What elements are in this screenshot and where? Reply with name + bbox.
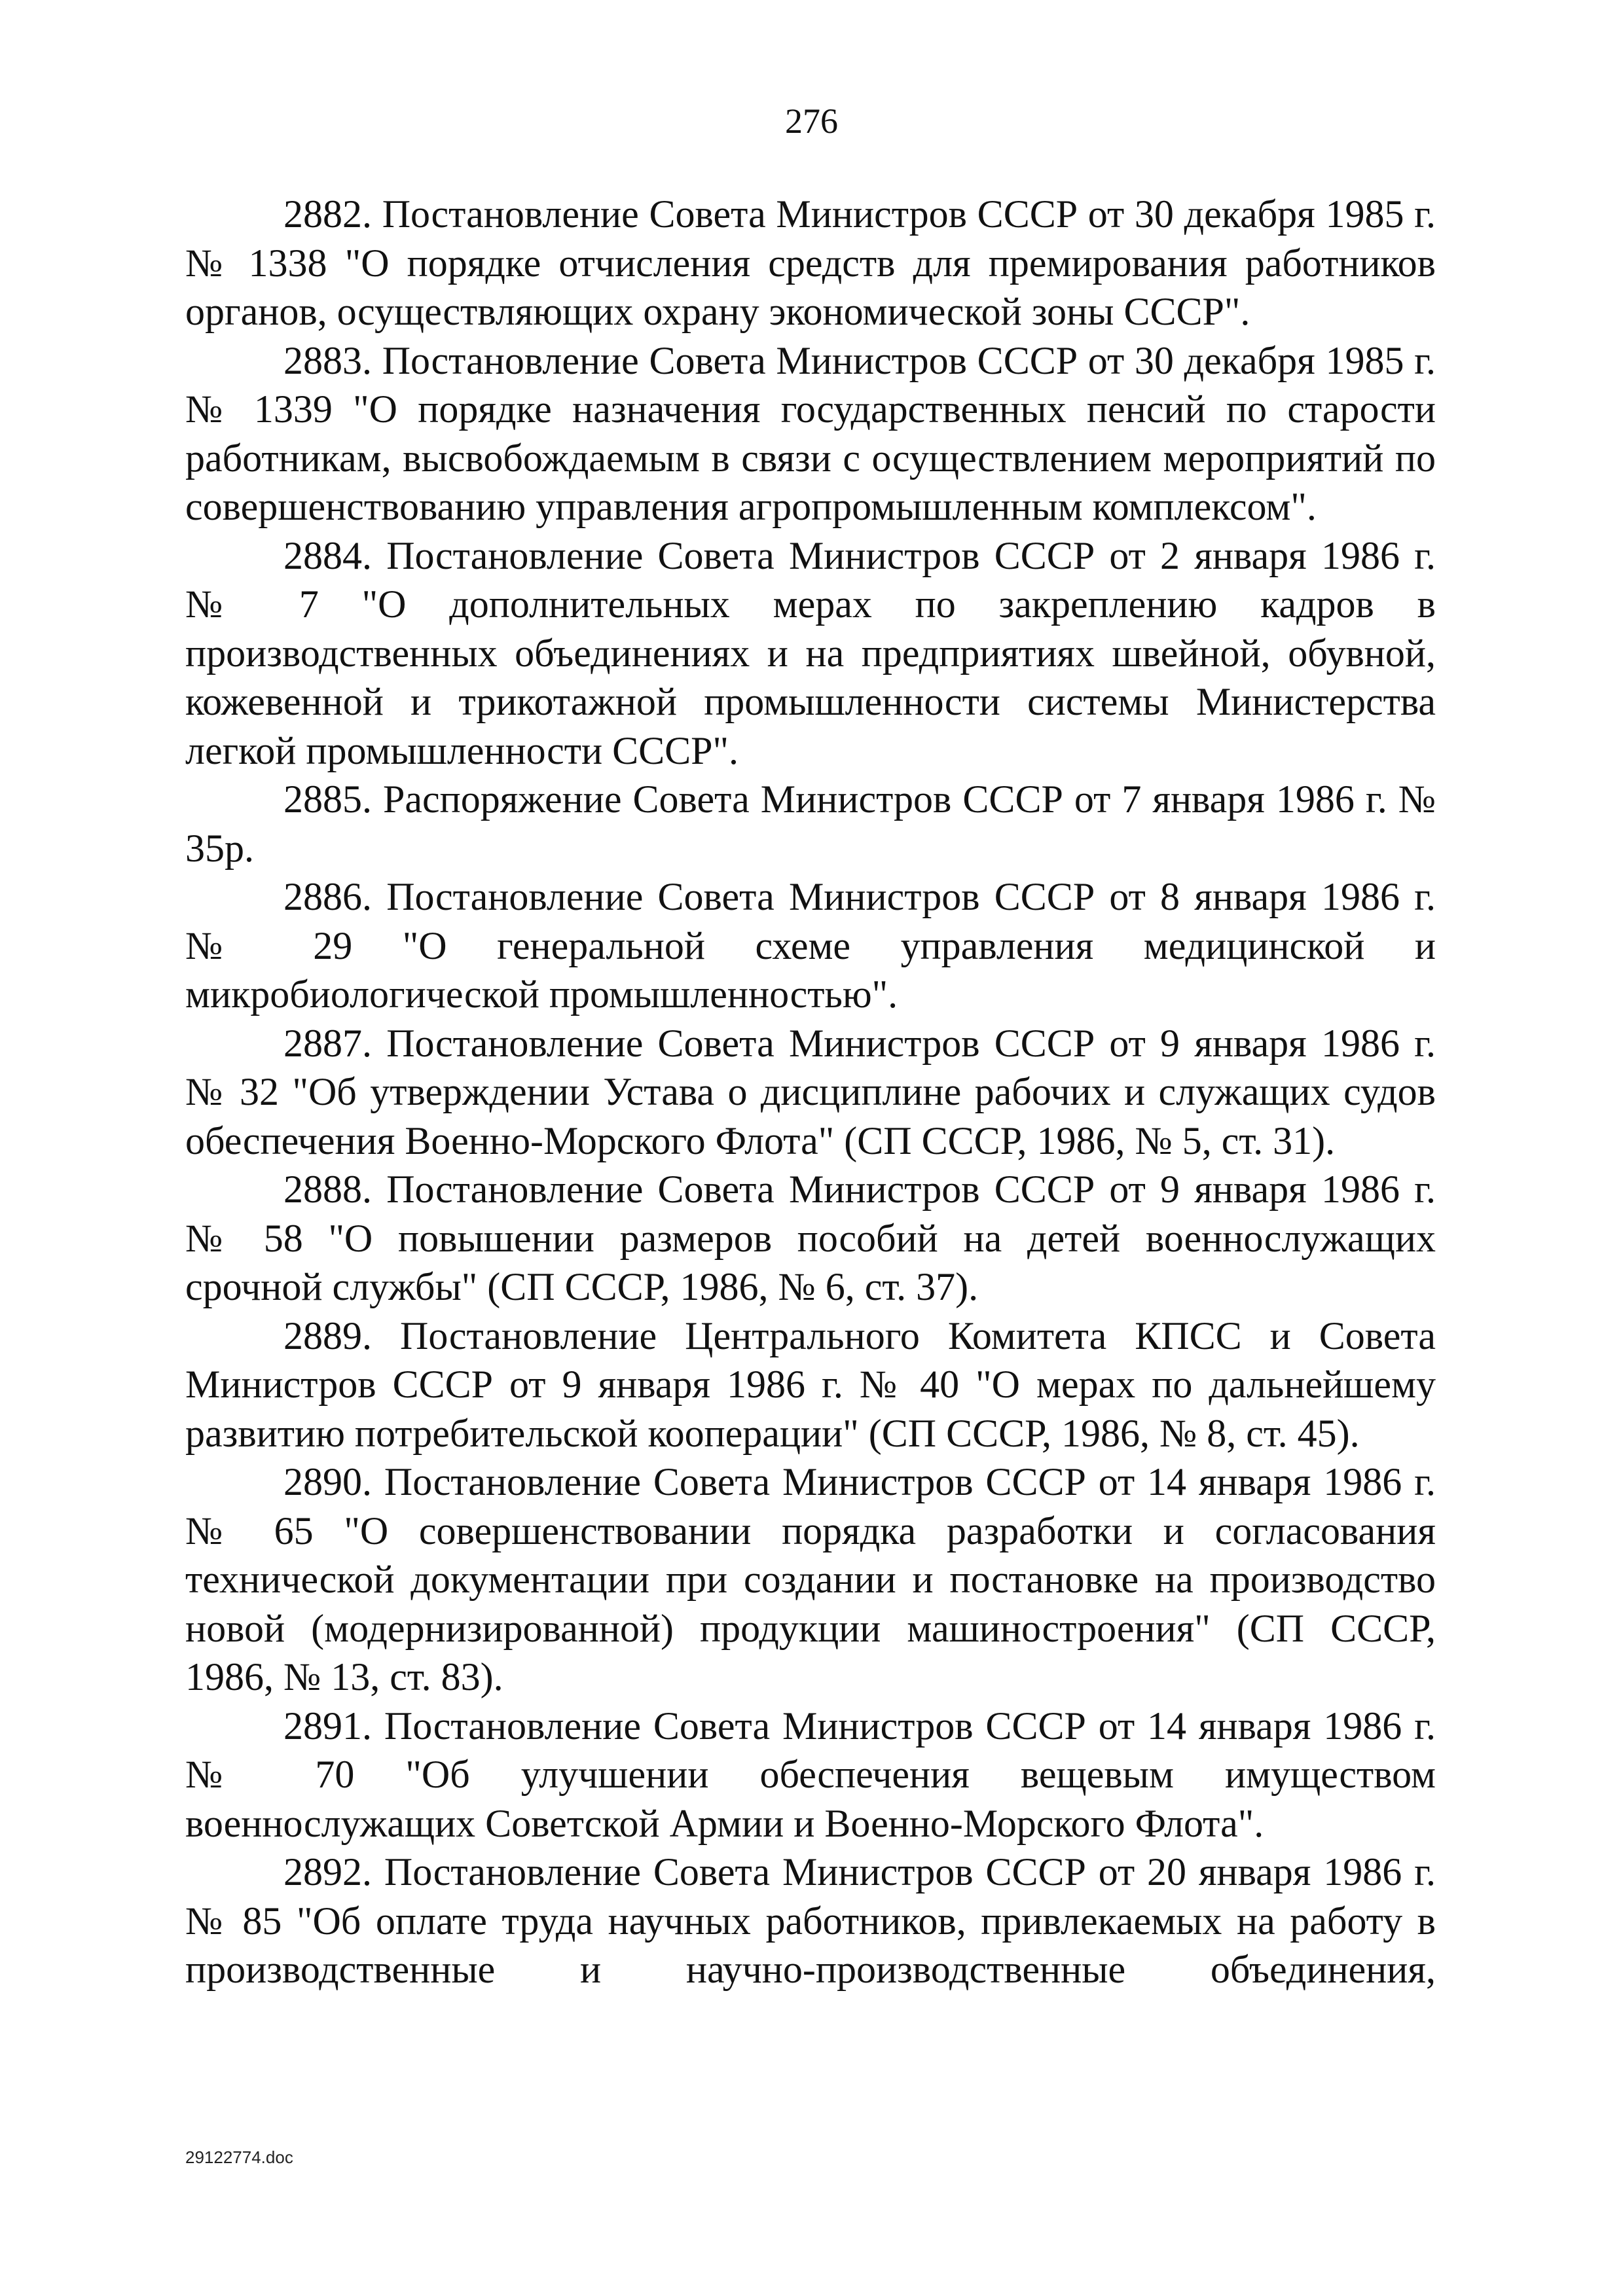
- entry-2891: 2891. Постановление Совета Министров СССР от 14 января 1986 г. № 70 "Об улучшении обеспечения вещевым имуществом военнослужащих Советской Армии и Военно-Морского Флота".: [185, 1704, 1436, 1845]
- entry-2884: 2884. Постановление Совета Министров СССР от 2 января 1986 г. № 7 "О дополнительных мерах по закреплению кадров в производственных объединениях и на предприятиях швейной, обувной, кожевенной и трикотажной промышленности системы Министерства легкой промышленности СССР".: [185, 533, 1436, 772]
- entry-2885: 2885. Распоряжение Совета Министров СССР от 7 января 1986 г. № 35р.: [185, 778, 1436, 870]
- entry-2889: 2889. Постановление Центрального Комитета КПСС и Совета Министров СССР от 9 января 1986 г. № 40 "О мерах по дальнейшему развитию потребительской кооперации" (СП СССР, 1986, № 8, ст. 45).: [185, 1314, 1436, 1455]
- entry-2890: 2890. Постановление Совета Министров СССР от 14 января 1986 г. № 65 "О совершенствовании порядка разработки и согласования технической документации при создании и постановке на производство новой (модернизированной) продукции машиностроения" (СП СССР, 1986, № 13, ст. 83).: [185, 1460, 1436, 1698]
- entry-2886: 2886. Постановление Совета Министров СССР от 8 января 1986 г. № 29 "О генеральной схеме управления медицинской и микробиологической промышленностью".: [185, 875, 1436, 1016]
- entry-2883: 2883. Постановление Совета Министров СССР от 30 декабря 1985 г. № 1339 "О порядке назначения государственных пенсий по старости работникам, высвобождаемым в связи с осуществлением мероприятий по совершенствованию управления агропромышленным комплексом".: [185, 338, 1436, 528]
- document-body: [185, 190, 1436, 1994]
- entry-2888: 2888. Постановление Совета Министров СССР от 9 января 1986 г. № 58 "О повышении размеров пособий на детей военнослужащих срочной службы" (СП СССР, 1986, № 6, ст. 37).: [185, 1168, 1436, 1308]
- file-name-footer: 29122774.doc: [185, 2147, 293, 2167]
- entry-2892: 2892. Постановление Совета Министров СССР от 20 января 1986 г. № 85 "Об оплате труда научных работников, привлекаемых на работу в производственные и научно-производственные объединения,: [185, 1850, 1436, 1991]
- entry-2882: 2882. Постановление Совета Министров СССР от 30 декабря 1985 г. № 1338 "О порядке отчисления средств для премирования работников органов, осуществляющих охрану экономической зоны СССР".: [185, 192, 1436, 333]
- page-number: 276: [785, 101, 838, 141]
- entry-2887: 2887. Постановление Совета Министров СССР от 9 января 1986 г. № 32 "Об утверждении Устава о дисциплине рабочих и служащих судов обеспечения Военно-Морского Флота" (СП СССР, 1986, № 5, ст. 31).: [185, 1021, 1436, 1162]
